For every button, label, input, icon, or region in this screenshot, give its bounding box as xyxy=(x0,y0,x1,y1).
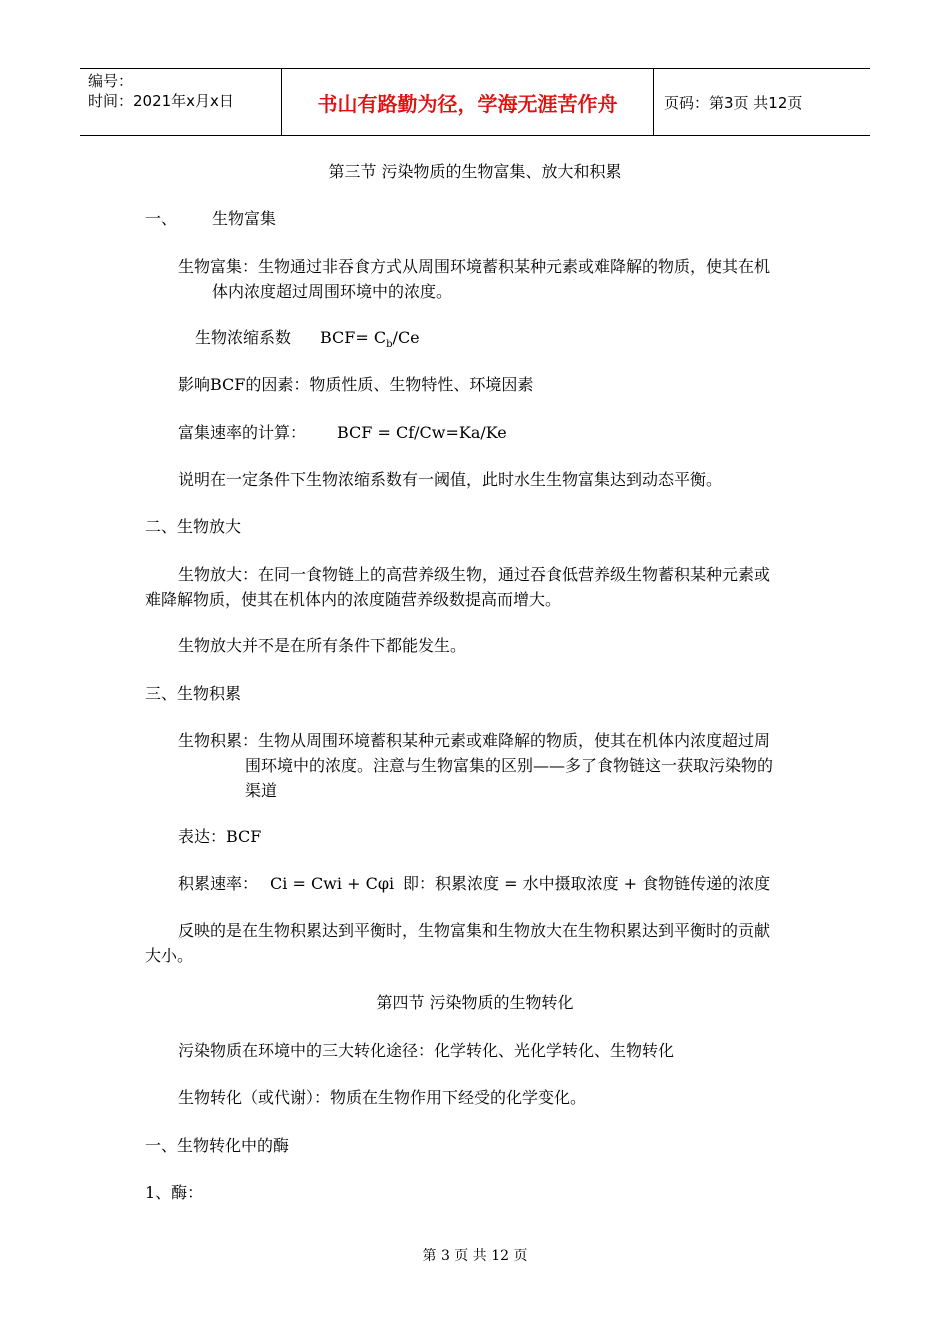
reflection-line1: 反映的是在生物积累达到平衡时，生物富集和生物放大在生物积累达到平衡时的贡献 xyxy=(178,921,771,940)
bioaccumulation-definition-line3: 渠道 xyxy=(245,781,278,800)
number-label: 编号： xyxy=(88,72,134,90)
bcf-factors: 影响BCF的因素：物质性质、生物特性、环境因素 xyxy=(178,375,534,394)
heading-2: 二、生物放大 xyxy=(145,517,242,536)
heading-3: 三、生物积累 xyxy=(145,684,242,703)
header-left-cell xyxy=(80,69,282,135)
biomagnification-note: 生物放大并不是在所有条件下都能发生。 xyxy=(178,636,467,655)
threshold-note: 说明在一定条件下生物浓缩系数有一阈值，此时水生生物富集达到动态平衡。 xyxy=(178,470,723,489)
rate-label: 富集速率的计算： xyxy=(178,423,307,442)
accumulation-rate-meaning: 即：积累浓度 = 水中摄取浓度 + 食物链传递的浓度 xyxy=(403,874,771,893)
bioaccumulation-definition-line1: 生物积累：生物从周围环境蓄积某种元素或难降解的物质，使其在机体内浓度超过周 xyxy=(178,731,771,750)
enzyme-section-heading: 一、生物转化中的酶 xyxy=(145,1136,290,1155)
heading-1-text: 生物富集 xyxy=(212,209,277,228)
section3-title: 第三节 污染物质的生物富集、放大和积累 xyxy=(328,162,622,181)
page-info: 页码：第3页 共12页 xyxy=(664,93,803,112)
section4-title: 第四节 污染物质的生物转化 xyxy=(376,993,574,1012)
expression: 表达：BCF xyxy=(178,827,262,846)
bcf-formula: $BCF= C_b/Ce$ xyxy=(320,328,420,351)
rate-formula: BCF = Cf/Cw=Ka/Ke xyxy=(337,423,507,442)
bcf-label: 生物浓缩系数 xyxy=(195,328,292,347)
page-footer: 第 3 页 共 12 页 xyxy=(422,1248,528,1264)
page-header xyxy=(80,68,870,136)
date-label: 时间：2021年x月x日 xyxy=(88,92,234,110)
heading-1-number: 一、 xyxy=(145,209,178,228)
three-routes: 污染物质在环境中的三大转化途径：化学转化、光化学转化、生物转化 xyxy=(178,1041,675,1060)
biomagnification-definition-line2: 难降解物质，使其在机体内的浓度随营养级数提高而增大。 xyxy=(145,590,562,609)
motto: 书山有路勤为径，学海无涯苦作舟 xyxy=(282,69,654,135)
accumulation-rate-label: 积累速率： xyxy=(178,874,259,893)
biomagnification-definition-line1: 生物放大：在同一食物链上的高营养级生物，通过吞食低营养级生物蓄积某种元素或 xyxy=(178,565,771,584)
bioaccumulation-definition-line2: 围环境中的浓度。注意与生物富集的区别——多了食物链这一获取污染物的 xyxy=(245,756,774,775)
accumulation-rate-formula: Ci = Cwi + Cφi xyxy=(270,874,395,893)
biotransformation-definition: 生物转化（或代谢）：物质在生物作用下经受的化学变化。 xyxy=(178,1088,587,1107)
bioconcentration-definition-line1: 生物富集：生物通过非吞食方式从周围环境蓄积某种元素或难降解的物质，使其在机 xyxy=(178,257,771,276)
bioconcentration-definition-line2: 体内浓度超过周围环境中的浓度。 xyxy=(212,282,453,301)
enzyme-heading: 1、酶： xyxy=(145,1183,204,1202)
reflection-line2: 大小。 xyxy=(145,946,194,965)
